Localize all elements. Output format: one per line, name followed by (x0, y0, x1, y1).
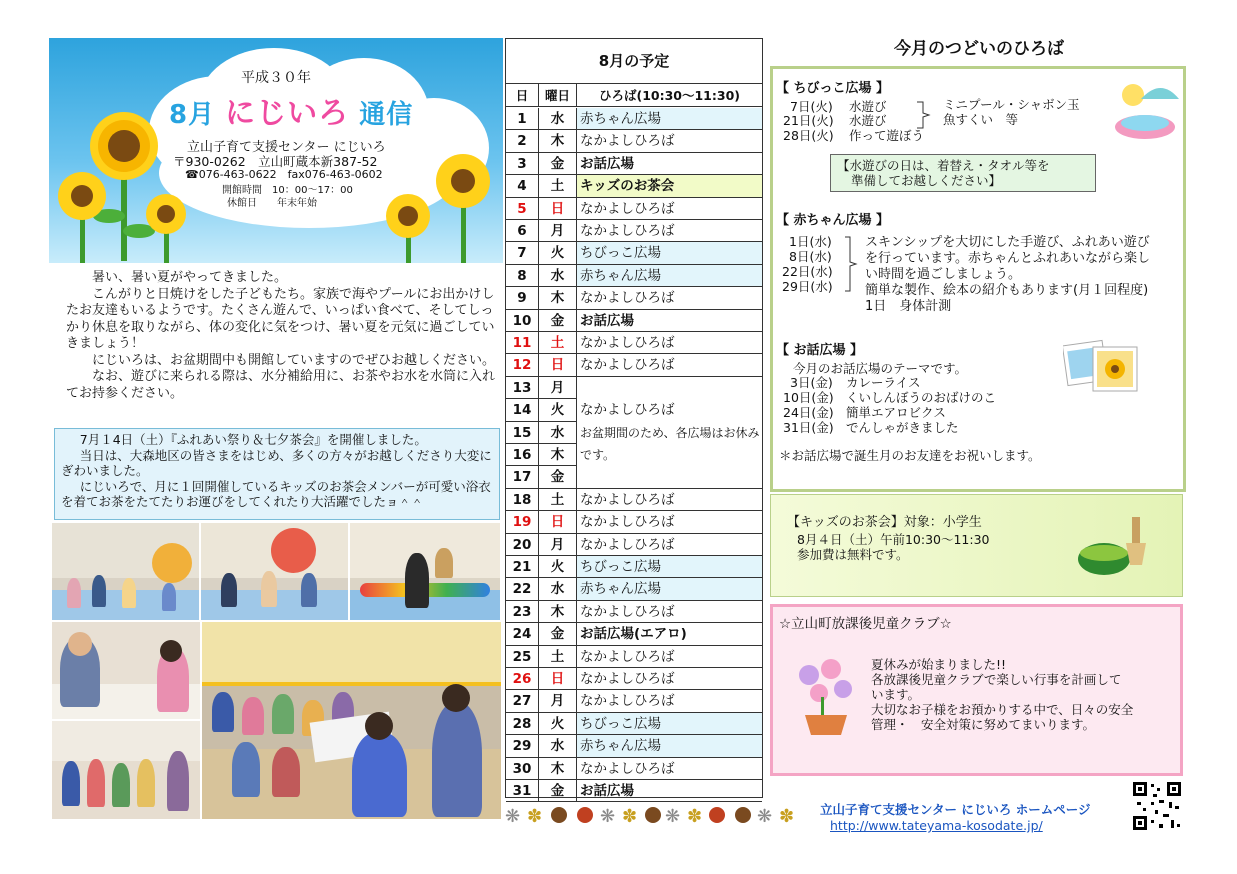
schedule-activity: なかよしひろば (580, 402, 675, 419)
schedule-activity: お話広場 (580, 783, 634, 799)
schedule-day: 6 (506, 220, 539, 241)
homepage-label: 立山子育て支援センター にじいろ ホームページ (820, 802, 1091, 817)
schedule-row (506, 735, 762, 757)
schedule-weekday: 金 (539, 780, 577, 801)
schedule-row (506, 578, 762, 600)
event-photo (201, 523, 348, 620)
schedule-row (506, 601, 762, 623)
pool-icon (1111, 77, 1181, 147)
schedule-row (506, 287, 762, 309)
child-face-icon (735, 807, 751, 823)
schedule-day: 19 (506, 511, 539, 532)
newsletter-title: 8月 にじいろ 通信 (169, 96, 414, 131)
schedule-weekday: 金 (539, 623, 577, 644)
schedule-row (506, 265, 762, 287)
schedule-weekday: 土 (539, 332, 577, 353)
flower-icon: ❋ (757, 806, 773, 827)
schedule-day: 18 (506, 489, 539, 510)
schedule-row (506, 198, 762, 220)
closed-days: 休館日 年末年始 (227, 198, 317, 209)
schedule-weekday: 日 (539, 511, 577, 532)
schedule-row (506, 690, 762, 712)
schedule-day: 9 (506, 287, 539, 308)
bracket-icon (915, 100, 933, 130)
flower-icon: ❋ (600, 806, 616, 827)
schedule-day: 10 (506, 310, 539, 331)
schedule-row (506, 556, 762, 578)
schedule-activity: なかよしひろば (580, 133, 675, 150)
schedule-activity: なかよしひろば (580, 357, 675, 374)
schedule-row (506, 220, 762, 242)
event-photo (52, 721, 200, 819)
schedule-weekday: 火 (539, 242, 577, 263)
schedule-weekday: 火 (539, 556, 577, 577)
schedule-row (506, 511, 762, 533)
schedule-day: 15 (506, 422, 539, 443)
schedule-activity: なかよしひろば (580, 335, 675, 351)
schedule-day: 24 (506, 623, 539, 644)
schedule-row (506, 668, 762, 690)
center-address: 〒930-0262 立山町蔵本新387-52 (173, 154, 378, 169)
child-face-icon (577, 807, 593, 823)
event-photo (202, 622, 501, 819)
opening-hours: 開館時間 10：00～17：00 (222, 185, 353, 196)
qr-code-icon[interactable] (1131, 780, 1183, 832)
sunflower-icon (429, 146, 499, 263)
event-photo (52, 523, 199, 620)
schedule-activity: なかよしひろば (580, 536, 675, 553)
schedule-activity: 赤ちゃん広場 (577, 265, 762, 286)
schedule-weekday: 土 (539, 489, 577, 510)
schedule-day: 14 (506, 399, 539, 420)
schedule-activity: なかよしひろば (580, 200, 675, 217)
sunflower-icon (49, 166, 119, 263)
schedule-weekday: 水 (539, 265, 577, 286)
schedule-day: 29 (506, 735, 539, 756)
schedule-row (506, 534, 762, 556)
matcha-icon (1076, 515, 1156, 585)
schedule-day: 30 (506, 758, 539, 779)
schedule-weekday: 月 (539, 534, 577, 555)
flower-icon: ✽ (779, 806, 795, 827)
center-name: 立山子育て支援センター にじいろ (187, 140, 386, 155)
schedule-activity: 赤ちゃん広場 (577, 108, 762, 129)
schedule-row (506, 130, 762, 152)
ohanashi-heading: 【 お話広場 】 (776, 343, 864, 358)
schedule-activity: 赤ちゃん広場 (577, 578, 762, 599)
schedule-activity: なかよしひろば (580, 223, 675, 239)
schedule-day: 27 (506, 690, 539, 711)
event-photo (52, 622, 200, 719)
flower-icon: ✽ (622, 806, 638, 827)
schedule-weekday: 水 (539, 422, 577, 443)
kids-tea-party-box: 【キッズのお茶会】対象：小学生 8月４日（土）午前10:30～11:30 参加費は無料です。 (770, 494, 1183, 597)
schedule-title: 8月の予定 (506, 39, 762, 84)
schedule-activity: 赤ちゃん広場 (577, 735, 762, 756)
flower-icon: ✽ (687, 806, 703, 827)
event-photo (350, 523, 500, 620)
schedule-activity: お話広場 (580, 155, 634, 172)
schedule-weekday: 土 (539, 646, 577, 667)
schedule-activity: なかよしひろば (580, 290, 675, 307)
schedule-weekday: 月 (539, 220, 577, 241)
schedule-weekday: 火 (539, 399, 577, 420)
schedule-day: 7 (506, 242, 539, 263)
schedule-weekday: 木 (539, 287, 577, 308)
schedule-day: 28 (506, 713, 539, 734)
schedule-day: 22 (506, 578, 539, 599)
schedule-day: 11 (506, 332, 539, 353)
bracket-icon (843, 235, 859, 293)
schedule-day: 21 (506, 556, 539, 577)
kids-heading: 【キッズのお茶会】対象：小学生 (787, 515, 982, 530)
potted-flower-icon (791, 657, 861, 737)
schedule-weekday: 月 (539, 377, 577, 398)
schedule-day: 16 (506, 444, 539, 465)
schedule-activity: ちびっこ広場 (577, 713, 762, 734)
schedule-weekday: 金 (539, 310, 577, 331)
center-phone: ☎076-463-0622 fax076-463-0602 (185, 168, 383, 181)
schedule-activity: お話広場(エアロ) (580, 626, 687, 643)
schedule-day: 3 (506, 153, 539, 174)
newsletter-header (49, 38, 503, 263)
schedule-day: 1 (506, 108, 539, 129)
homepage-info (820, 800, 1120, 833)
schedule-row (506, 354, 762, 376)
club-heading: ☆立山町放課後児童クラブ☆ (779, 616, 952, 632)
schedule-row (506, 242, 762, 264)
schedule-row (506, 623, 762, 645)
decorative-border (505, 800, 815, 830)
sunflower-icon (137, 188, 197, 263)
schedule-weekday: 金 (539, 153, 577, 174)
schedule-row (506, 310, 762, 332)
schedule-row (506, 108, 762, 130)
afterschool-club-box: ☆立山町放課後児童クラブ☆ 夏休みが始まりました!! 各放課後児童クラブで楽しい行事を計画して います。 大切なお子様をお預かりする中で、日々の安全 管理・ 安全対策に努めてまいります。 (770, 604, 1183, 776)
schedule-activity: なかよしひろば (580, 514, 675, 531)
schedule-activity: キッズのお茶会 (577, 175, 762, 196)
photo-frame-icon (1063, 337, 1143, 397)
schedule-weekday: 土 (539, 175, 577, 196)
schedule-day: 17 (506, 466, 539, 487)
schedule-day: 20 (506, 534, 539, 555)
schedule-activity: なかよしひろば (580, 760, 675, 777)
schedule-activity: なかよしひろば (580, 671, 675, 687)
schedule-row (506, 153, 762, 175)
flower-icon: ❋ (665, 806, 681, 827)
water-play-note: 【水遊びの日は、着替え・タオル等を 準備してお越しください】 (830, 154, 1096, 192)
schedule-weekday: 水 (539, 735, 577, 756)
schedule-activity: なかよしひろば (580, 491, 675, 508)
event-report: 7月１4日（土）『ふれあい祭り＆七夕茶会』を開催しました。 当日は、大森地区の皆さまをはじめ、多くの方々がお越しくださり大変にぎわいました。 にじいろで、月に１回開催しているキッズのお茶会メンバーが可愛い浴衣を着てお茶をたてたりお運びをしてくれたり大活躍でしたョ＾＾ (54, 428, 500, 520)
schedule-day: 2 (506, 130, 539, 151)
schedule-activity: ちびっこ広場 (577, 242, 762, 263)
child-face-icon (645, 807, 661, 823)
chibikko-heading: 【 ちびっこ広場 】 (776, 81, 890, 96)
hiroba-title: 今月のつどいのひろば (894, 39, 1064, 59)
schedule-day: 13 (506, 377, 539, 398)
obon-closure-note: お盆期間のため、各広場はお休みです。 (577, 378, 762, 488)
schedule-activity: なかよしひろば (580, 693, 675, 710)
schedule-weekday: 月 (539, 690, 577, 711)
schedule-weekday: 木 (539, 444, 577, 465)
schedule-row (506, 175, 762, 197)
monthly-hiroba-box: 【 ちびっこ広場 】 7日(火) 水遊び 21日(火) 水遊び 28日(火) 作って遊ぼう ミニプール・シャボン玉 魚すくい 等 【水遊びの日は、着替え・タオル等を 準備してお越しください】 【 赤ちゃん広場 】 1日(水) 8日(水) 22日(水) 29日(水) スキンシップを大切にした手遊び、ふれあい遊び を行っています。赤ちゃんとふれあいながら楽し い時間を過ごしましょう。 簡単な製作、絵本の紹介もあります(月１回程度) 1日 身体計測 【 お話広場 】 今月のお話広場のテーマです。 3日(金) カレーライス 10日(金) くいしんぼうのおばけのこ 24日(金) 簡単エアロビクス 31日(金) でんしゃがきました ＊お話広場で誕生月のお友達をお祝いします。 (770, 66, 1186, 492)
schedule-weekday: 金 (539, 466, 577, 487)
schedule-day: 26 (506, 668, 539, 689)
schedule-header-row: 日 曜日 ひろば(10:30～11:30) (506, 84, 762, 107)
schedule-day: 4 (506, 175, 539, 196)
schedule-day: 5 (506, 198, 539, 219)
greeting-text: 暑い、暑い夏がやってきました。 こんがりと日焼けをした子どもたち。家族で海やプールにお出かけしたお友達もいるようです。たくさん遊んで、いっぱい食べて、そしてしっかり休息を取りながら、体の変化に気をつけ、暑い夏を元気に過ごしていきましょう！ にじいろは、お盆期間中も開館していますのでぜひお越しください。 なお、遊びに来られる際は、水分補給用に、お茶やお水を水筒に入れてお持参ください。 (66, 270, 496, 401)
schedule-weekday: 木 (539, 601, 577, 622)
issue-year: 平成３０年 (241, 70, 311, 86)
schedule-weekday: 木 (539, 758, 577, 779)
schedule-weekday: 水 (539, 108, 577, 129)
schedule-day: 31 (506, 780, 539, 801)
schedule-activity: なかよしひろば (580, 648, 675, 665)
sunflower-icon (379, 188, 439, 263)
schedule-weekday: 木 (539, 130, 577, 151)
flower-icon: ✽ (527, 806, 543, 827)
birthday-note: ＊お話広場で誕生月のお友達をお祝いします。 (779, 448, 1041, 463)
schedule-weekday: 日 (539, 668, 577, 689)
schedule-weekday: 日 (539, 354, 577, 375)
schedule-activity: お話広場 (580, 312, 634, 329)
schedule-weekday: 日 (539, 198, 577, 219)
schedule-weekday: 火 (539, 713, 577, 734)
child-face-icon (551, 807, 567, 823)
schedule-weekday: 水 (539, 578, 577, 599)
schedule-row (506, 332, 762, 354)
schedule-row (506, 758, 762, 780)
schedule-day: 12 (506, 354, 539, 375)
schedule-activity: ちびっこ広場 (577, 556, 762, 577)
august-schedule (505, 38, 763, 798)
schedule-row (506, 646, 762, 668)
schedule-day: 25 (506, 646, 539, 667)
schedule-row (506, 713, 762, 735)
schedule-row (506, 489, 762, 511)
akachan-heading: 【 赤ちゃん広場 】 (776, 213, 890, 228)
flower-icon: ❋ (505, 806, 521, 827)
schedule-activity: なかよしひろば (580, 603, 675, 620)
schedule-day: 23 (506, 601, 539, 622)
homepage-link[interactable]: http://www.tateyama-kosodate.jp/ (830, 818, 1043, 833)
child-face-icon (709, 807, 725, 823)
schedule-day: 8 (506, 265, 539, 286)
schedule-row (506, 399, 762, 421)
